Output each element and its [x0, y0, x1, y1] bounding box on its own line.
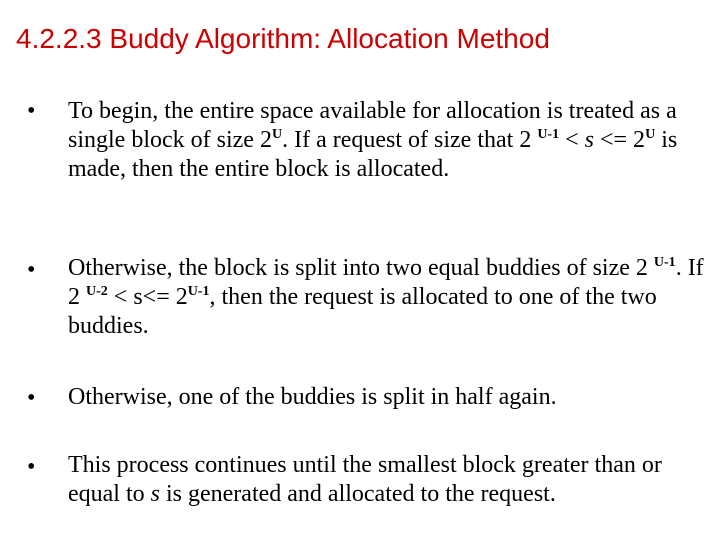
superscript: U — [271, 127, 283, 142]
text-segment: < s<= 2 — [107, 284, 188, 310]
bullet-marker: • — [27, 385, 36, 411]
text-segment: is generated and allocated to the request. — [159, 481, 556, 507]
superscript: U-2 — [86, 284, 108, 299]
superscript: U-1 — [187, 284, 210, 299]
text-segment: <= 2 — [593, 127, 646, 153]
text-segment: . If 2 — [68, 255, 704, 310]
bullet-text-1 — [68, 97, 708, 184]
superscript: U — [645, 127, 656, 142]
text-segment: Otherwise, one of the buddies is split in half again. — [68, 384, 557, 410]
superscript: U-1 — [653, 255, 676, 270]
text-segment: This process continues until the smallest block greater than or equal to — [68, 452, 662, 507]
superscript: U-1 — [537, 127, 560, 142]
text-segment: < — [559, 127, 585, 153]
variable-s: s — [150, 481, 160, 507]
text-segment: Otherwise, the block is split into two equal buddies of size 2 — [68, 255, 654, 281]
variable-s: s — [584, 127, 594, 153]
slide-title: 4.2.2.3 Buddy Algorithm: Allocation Method — [16, 23, 550, 54]
bullet-text-3 — [68, 383, 708, 412]
bullet-marker: • — [27, 98, 36, 124]
text-segment: , then the request is allocated to one of the two buddies. — [68, 284, 657, 339]
bullet-text-4 — [68, 451, 708, 509]
text-segment: To begin, the entire space available for allocation is treated as a single block of size 2 — [68, 98, 677, 153]
bullet-marker: • — [27, 454, 36, 480]
text-segment: . If a request of size that 2 — [282, 127, 538, 153]
bullet-text-2 — [68, 254, 708, 341]
text-segment: is made, then the entire block is allocated. — [68, 127, 678, 182]
bullet-marker: • — [27, 257, 36, 283]
